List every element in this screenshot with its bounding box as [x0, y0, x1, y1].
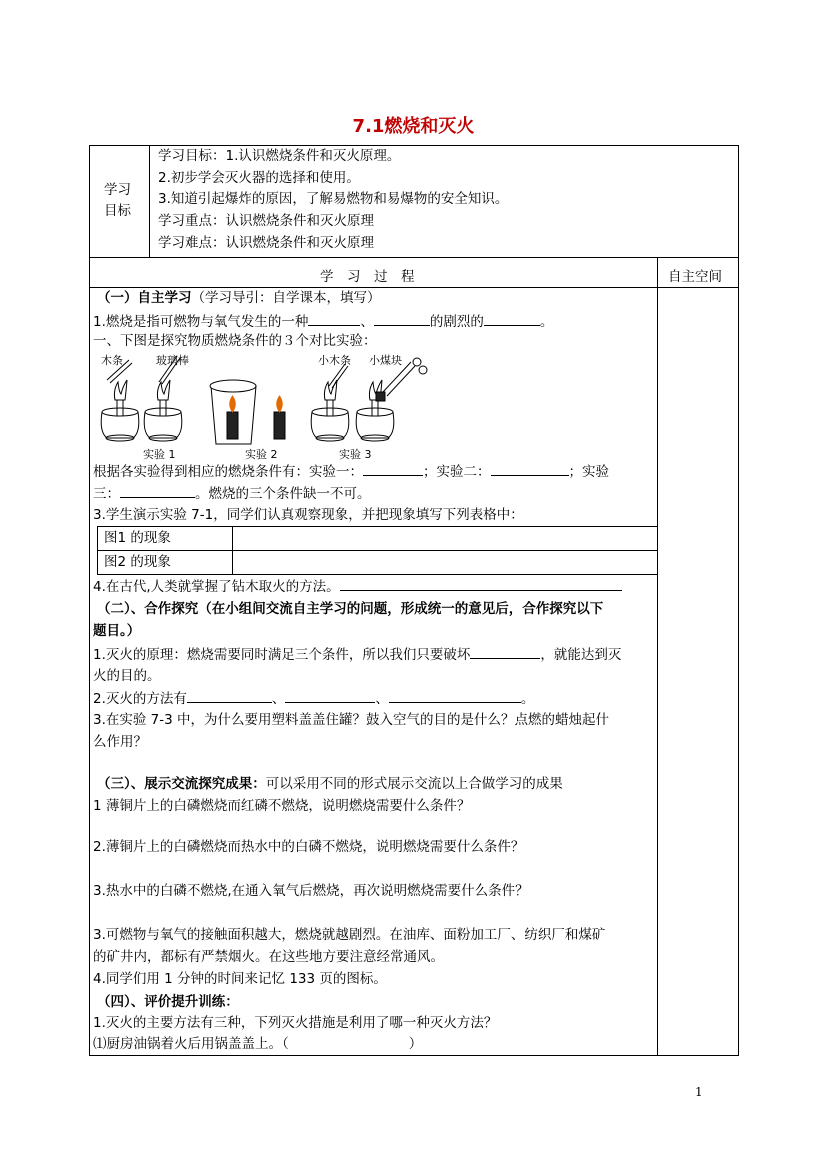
answer-blank[interactable]: [285, 689, 375, 703]
section1-q4: 4.在古代,人类就掌握了钻木取火的方法。: [93, 577, 622, 596]
label-wood: 木条: [101, 354, 123, 367]
section2-heading: （二）、合作探究（在小组间交流自主学习的问题，形成统一的意见后，合作探究以下: [97, 601, 604, 617]
section3-item: 的矿井内，都标有严禁烟火。在这些地方要注意经常通风。: [93, 949, 444, 965]
label-exp3: 实验 3: [339, 448, 372, 461]
section1-conditions: 根据各实验得到相应的燃烧条件有：实验一： ；实验二： ；实验: [93, 464, 609, 480]
label-exp2: 实验 2: [245, 448, 278, 461]
answer-blank[interactable]: [389, 689, 521, 703]
objective-item: 学习目标：1.认识燃烧条件和灭火原理。: [158, 148, 401, 164]
section1-intro: 一、下图是探究物质燃烧条件的３个对比实验：: [93, 333, 377, 349]
answer-blank[interactable]: [120, 484, 195, 498]
process-header: 学 习 过 程: [320, 269, 415, 285]
answer-blank[interactable]: [374, 312, 430, 326]
section1-q3: 3.学生演示实验 7-1，同学们认真观察现象，并把现象填写下列表格中：: [93, 507, 524, 523]
answer-blank[interactable]: [187, 689, 272, 703]
objective-item: 2.初步学会灭火器的选择和使用。: [158, 170, 360, 186]
label-glass-rod: 玻璃棒: [156, 354, 189, 367]
observation-row-label: 图1 的现象: [104, 530, 171, 546]
difficult-point: 学习难点：认识燃烧条件和灭火原理: [158, 235, 374, 251]
section4-q1-1: ⑴厨房油锅着火后用锅盖盖上。（ ）: [93, 1036, 423, 1052]
answer-blank[interactable]: [470, 645, 540, 659]
observation-row-label: 图2 的现象: [104, 554, 171, 570]
answer-blank[interactable]: [289, 1035, 409, 1048]
answer-blank[interactable]: [491, 462, 569, 476]
section2-q3-2: 么作用？: [93, 734, 147, 750]
answer-blank[interactable]: [363, 462, 423, 476]
answer-blank[interactable]: [308, 312, 360, 326]
section1-q1: 1.燃烧是指可燃物与氧气发生的一种 、 的剧烈的 。: [93, 314, 554, 330]
page-number: 1: [695, 1085, 703, 1099]
section2-q2: 2.灭火的方法有 、 、 。: [93, 691, 535, 707]
section1-conditions-2: 三： 。燃烧的三个条件缺一不可。: [93, 486, 371, 502]
label-coal: 小煤块: [369, 354, 402, 367]
combustion-experiment-figure: [93, 350, 433, 462]
key-point: 学习重点：认识燃烧条件和灭火原理: [158, 213, 374, 229]
section4-heading: （四）、评价提升训练：: [97, 994, 239, 1010]
label-small-wood: 小木条: [318, 354, 351, 367]
objectives-label-1: 学习: [104, 182, 131, 198]
objectives-label-2: 目标: [104, 203, 131, 219]
section4-q1: 1.灭火的主要方法有三种，下列灭火措施是利用了哪一种灭火方法？: [93, 1015, 498, 1031]
section3-item: 3.可燃物与氧气的接触面积越大，燃烧就越剧烈。在油库、面粉加工厂、纺织厂和煤矿: [93, 927, 606, 943]
section3-item: 3.热水中的白磷不燃烧,在通入氧气后燃烧，再次说明燃烧需要什么条件？: [93, 883, 529, 899]
section3-item: 2.薄铜片上的白磷燃烧而热水中的白磷不燃烧，说明燃烧需要什么条件？: [93, 839, 525, 855]
section2-q1-2: 火的目的。: [93, 668, 161, 684]
answer-blank[interactable]: [484, 312, 540, 326]
space-header: 自主空间: [668, 269, 722, 285]
section3-item: 4.同学们用 1 分钟的时间来记忆 133 页的图标。: [93, 971, 387, 987]
objective-item: 3.知道引起爆炸的原因，了解易燃物和易爆物的安全知识。: [158, 191, 509, 207]
section2-q3: 3.在实验 7-3 中，为什么要用塑料盖盖住罐？鼓入空气的目的是什么？点燃的蜡烛起什: [93, 712, 610, 728]
label-exp1: 实验 1: [143, 448, 176, 461]
section1-heading: （一）自主学习（学习导引：自学课本，填写）: [97, 290, 381, 306]
section3-item: 1 薄铜片上的白磷燃烧而红磷不燃烧，说明燃烧需要什么条件？: [93, 798, 471, 814]
section2-heading-2: 题目。）: [93, 623, 141, 639]
page-title: 7.1燃烧和灭火: [352, 116, 475, 137]
section2-q1: 1.灭火的原理：燃烧需要同时满足三个条件，所以我们只要破坏 ，就能达到灭: [93, 647, 622, 663]
answer-blank[interactable]: [340, 577, 622, 591]
section3-heading: （三）、展示交流探究成果：可以采用不同的形式展示交流以上合做学习的成果: [97, 776, 563, 792]
